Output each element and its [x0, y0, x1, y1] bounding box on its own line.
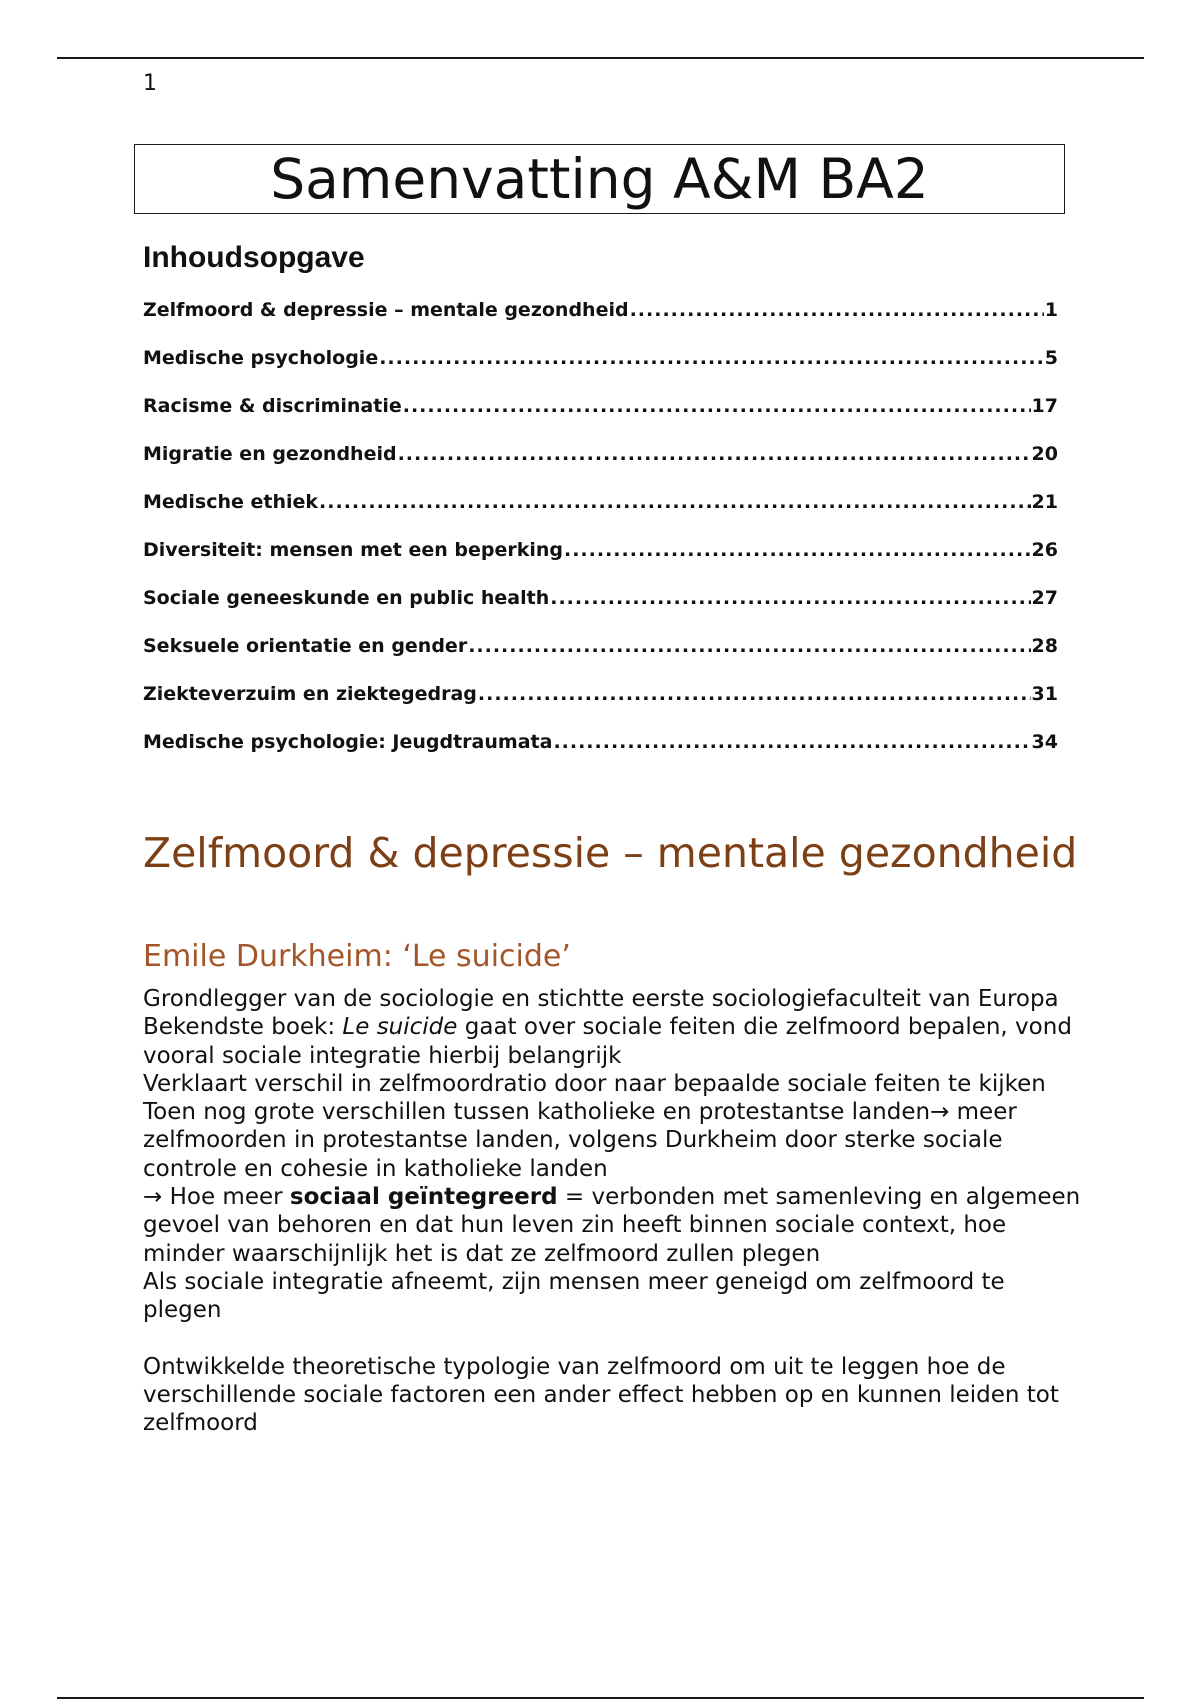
toc-entry[interactable] [143, 490, 1058, 514]
page-number: 1 [143, 71, 157, 96]
paragraph-gap [143, 1325, 1083, 1353]
toc-leader [403, 394, 1031, 418]
toc-entry-title: Zelfmoord & depressie – mentale gezondheid [143, 299, 629, 321]
toc-entry[interactable] [143, 634, 1058, 658]
paragraph: Als sociale integratie afneemt, zijn mensen meer geneigd om zelfmoord te plegen [143, 1268, 1005, 1324]
toc-leader [398, 442, 1031, 466]
toc-entry-page: 31 [1031, 683, 1058, 705]
toc-entry-title: Medische psychologie [143, 347, 379, 369]
toc-leader [319, 490, 1031, 514]
toc-entry-page: 5 [1044, 347, 1058, 369]
toc-entry[interactable] [143, 394, 1058, 418]
paragraph: Grondlegger van de sociologie en stichtte eerste sociologiefaculteit van Europa [143, 986, 1059, 1012]
toc-entry[interactable] [143, 442, 1058, 466]
toc-entry[interactable] [143, 682, 1058, 706]
toc-entry-page: 21 [1031, 491, 1058, 513]
toc-entry-page: 28 [1031, 635, 1058, 657]
document-title: Samenvatting A&M BA2 [270, 147, 929, 211]
toc-heading: Inhoudsopgave [143, 241, 365, 274]
toc-entry-page: 26 [1031, 539, 1058, 561]
table-of-contents [143, 298, 1058, 778]
paragraph: Ontwikkelde theoretische typologie van zelfmoord om uit te leggen hoe de verschillende sociale factoren een ander effect hebben op en kunnen leiden tot zelfmoord [143, 1353, 1059, 1437]
toc-leader [630, 298, 1044, 322]
toc-entry-title: Seksuele orientatie en gender [143, 635, 468, 657]
toc-entry[interactable] [143, 586, 1058, 610]
toc-entry-page: 20 [1031, 443, 1058, 465]
toc-leader [468, 634, 1030, 658]
toc-entry[interactable] [143, 298, 1058, 322]
toc-entry-title: Sociale geneeskunde en public health [143, 587, 550, 609]
toc-entry-title: Medische ethiek [143, 491, 319, 513]
header-rule [57, 57, 1144, 59]
footer-rule [57, 1697, 1144, 1699]
title-box [134, 144, 1065, 214]
toc-leader [379, 346, 1044, 370]
paragraph [143, 1183, 1083, 1268]
toc-entry-title: Migratie en gezondheid [143, 443, 397, 465]
toc-leader [553, 730, 1030, 754]
toc-entry-title: Diversiteit: mensen met een beperking [143, 539, 563, 561]
toc-leader [564, 538, 1031, 562]
paragraph: Verklaart verschil in zelfmoordratio door naar bepaalde sociale feiten te kijken [143, 1070, 1046, 1097]
sub-heading: Emile Durkheim: ‘Le suicide’ [143, 939, 571, 974]
toc-entry[interactable] [143, 346, 1058, 370]
toc-entry-title: Medische psychologie: Jeugdtraumata [143, 731, 553, 753]
paragraph [143, 1013, 1083, 1070]
toc-entry-page: 27 [1031, 587, 1058, 609]
toc-entry-page: 17 [1031, 395, 1058, 417]
toc-entry-page: 1 [1044, 299, 1058, 321]
section-heading: Zelfmoord & depressie – mentale gezondheid [143, 829, 1078, 877]
paragraph-text: gaat over sociale feiten die zelfmoord bepalen, vond vooral sociale integratie hierbij belangrijk [143, 1014, 1072, 1069]
toc-leader [478, 682, 1031, 706]
emphasis: sociaal geïntegreerd [289, 1184, 558, 1211]
toc-entry-title: Ziekteverzuim en ziektegedrag [143, 683, 477, 705]
toc-entry[interactable] [143, 730, 1058, 754]
toc-entry[interactable] [143, 538, 1058, 562]
toc-leader [550, 586, 1030, 610]
paragraph-text: Bekendste boek: [143, 1014, 343, 1041]
paragraph-text: = verbonden met samenleving en algemeen gevoel van behoren en dat hun leven zin heeft binnen sociale context, hoe minder waarschijnlijk het is dat ze zelfmoord zullen plegen [143, 1184, 1081, 1267]
toc-entry-page: 34 [1031, 731, 1058, 753]
book-title: Le suicide [342, 1014, 458, 1041]
paragraph: Toen nog grote verschillen tussen katholieke en protestantse landen→ meer zelfmoorden in protestantse landen, volgens Durkheim door sterke sociale controle en cohesie in katholieke landen [143, 1099, 1017, 1182]
body-text [143, 985, 1083, 1438]
toc-entry-title: Racisme & discriminatie [143, 395, 402, 417]
paragraph-text: → Hoe meer [143, 1184, 290, 1211]
